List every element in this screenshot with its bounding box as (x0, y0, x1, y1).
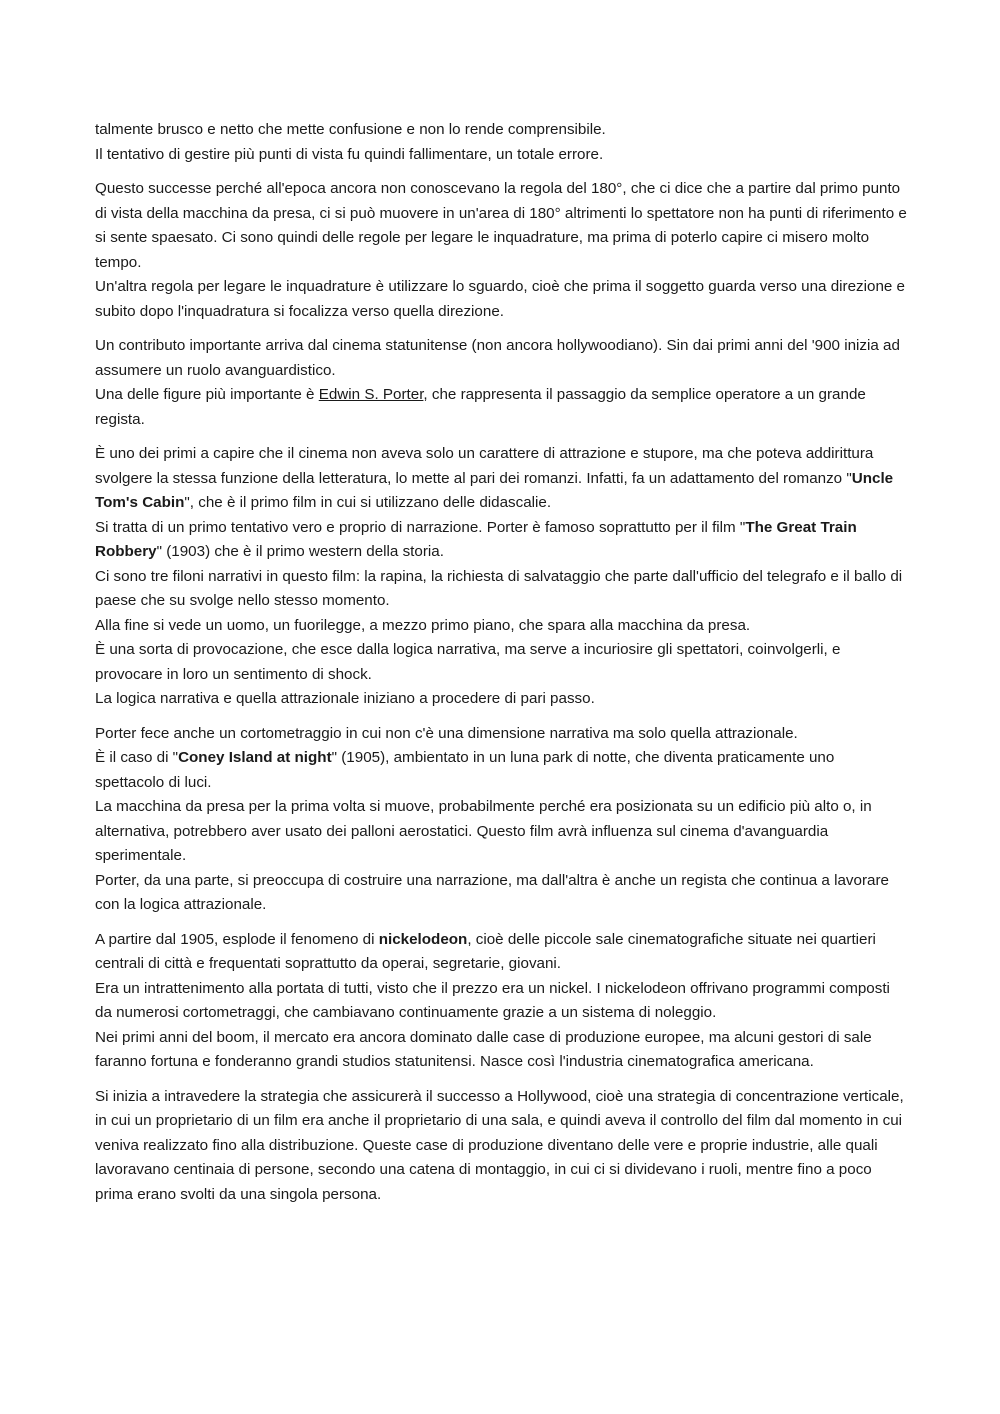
text-segment: , che rappresenta il passaggio da semplice operatore a un grande regista. (95, 386, 866, 428)
text-line (95, 928, 907, 977)
text-line: Nei primi anni del boom, il mercato era ancora dominato dalle case di produzione europee, ma alcuni gestori di sale faranno fortuna e fonderanno grandi studios statunitensi. Nasce così l'industria cinematografica americana. (95, 1028, 872, 1070)
text-line (95, 516, 907, 565)
text-line: È una sorta di provocazione, che esce dalla logica narrativa, ma serve a incuriosire gli spettatori, coinvolgerli, e provocare in loro un sentimento di shock. (95, 641, 841, 683)
paragraph-6 (95, 928, 907, 1075)
text-line (95, 383, 907, 432)
bold-title: The Great Train Robbery (95, 518, 857, 560)
text-line: La logica narrativa e quella attrazionale iniziano a procedere di pari passo. (95, 690, 595, 707)
paragraph-3 (95, 334, 907, 432)
text-line (95, 746, 907, 795)
paragraph-2 (95, 177, 907, 324)
text-line: La macchina da presa per la prima volta si muove, probabilmente perché era posizionata su un edificio più alto o, in alternativa, potrebbero aver usato dei palloni aerostatici. Questo film avrà influenza sul cinema d'avanguardia sperimentale. (95, 798, 872, 864)
paragraph-1 (95, 118, 907, 167)
text-segment: Una delle figure più importante è (95, 386, 319, 403)
text-line: Si inizia a intravedere la strategia che assicurerà il successo a Hollywood, cioè una strategia di concentrazione verticale, in cui un proprietario di un film era anche il proprietario di una sala, e quindi aveva il controllo del film dal momento in cui veniva realizzato fino alla distribuzione. Queste case di produzione diventano delle vere e proprie industrie, alle quali lavoravano centinaia di persone, secondo una catena di montaggio, in cui ci si dividevano i ruoli, mentre fino a poco prima erano svolti da una singola persona. (95, 1087, 904, 1203)
text-segment: Si tratta di un primo tentativo vero e proprio di narrazione. Porter è famoso soprattutto per il film " (95, 518, 746, 536)
text-segment: " (1905), ambientato in un luna park di notte, che diventa praticamente uno spettacolo di luci. (95, 749, 835, 791)
document-page (95, 118, 907, 1217)
text-segment: , cioè delle piccole sale cinematografiche situate nei quartieri centrali di città e frequentati soprattutto da operai, segretarie, giovani. (95, 930, 876, 972)
bold-title: Uncle Tom's Cabin (95, 469, 894, 511)
text-line: Porter fece anche un cortometraggio in cui non c'è una dimensione narrativa ma solo quella attrazionale. (95, 724, 798, 742)
text-line: Il tentativo di gestire più punti di vista fu quindi fallimentare, un totale errore. (95, 145, 604, 163)
text-segment: A partire dal 1905, esplode il fenomeno di (95, 930, 379, 948)
paragraph-7 (95, 1085, 907, 1208)
text-line: Questo successe perché all'epoca ancora non conoscevano la regola del 180°, che ci dice che a partire dal primo punto di vista della macchina da presa, ci si può muovere in un'area di 180° altrimenti lo spettatore non ha punti di riferimento e si sente spaesato. Ci sono quindi delle regole per legare le inquadrature, ma prima di poterlo capire ci misero molto tempo. (95, 180, 907, 271)
text-segment: " (1903) che è il primo western della storia. (156, 543, 444, 560)
paragraph-5 (95, 722, 907, 918)
text-line: Alla fine si vede un uomo, un fuorilegge, a mezzo primo piano, che spara alla macchina da presa. (95, 616, 751, 634)
porter-link[interactable]: Edwin S. Porter (318, 386, 424, 403)
bold-term: nickelodeon (378, 930, 468, 948)
text-segment: È il caso di " (95, 749, 179, 766)
text-line: Ci sono tre filoni narrativi in questo film: la rapina, la richiesta di salvataggio che parte dall'ufficio del telegrafo e il ballo di paese che su svolge nello stesso momento. (95, 567, 903, 609)
text-line: Era un intrattenimento alla portata di tutti, visto che il prezzo era un nickel. I nickelodeon offrivano programmi composti da numerosi cortometraggi, che cambiavano continuamente grazie a un sistema di noleggio. (95, 979, 890, 1021)
text-line: Un contributo importante arriva dal cinema statunitense (non ancora hollywoodiano). Sin dai primi anni del '900 inizia ad assumere un ruolo avanguardistico. (95, 337, 900, 379)
text-segment: È uno dei primi a capire che il cinema non aveva solo un carattere di attrazione e stupore, ma che poteva addirittura svolgere la stessa funzione della letteratura, lo mette al pari dei romanzi. Infatti, fa un adattamento del romanzo " (95, 445, 874, 487)
text-line: Porter, da una parte, si preoccupa di costruire una narrazione, ma dall'altra è anche un regista che continua a lavorare con la logica attrazionale. (95, 871, 889, 913)
paragraph-4 (95, 442, 907, 712)
text-line (95, 442, 907, 516)
bold-title: Coney Island at night (178, 749, 332, 766)
text-segment: ", che è il primo film in cui si utilizzano delle didascalie. (184, 494, 552, 511)
text-line: talmente brusco e netto che mette confusione e non lo rende comprensibile. (95, 121, 606, 138)
text-line: Un'altra regola per legare le inquadrature è utilizzare lo sguardo, cioè che prima il soggetto guarda verso una direzione e subito dopo l'inquadratura si focalizza verso quella direzione. (95, 278, 906, 320)
